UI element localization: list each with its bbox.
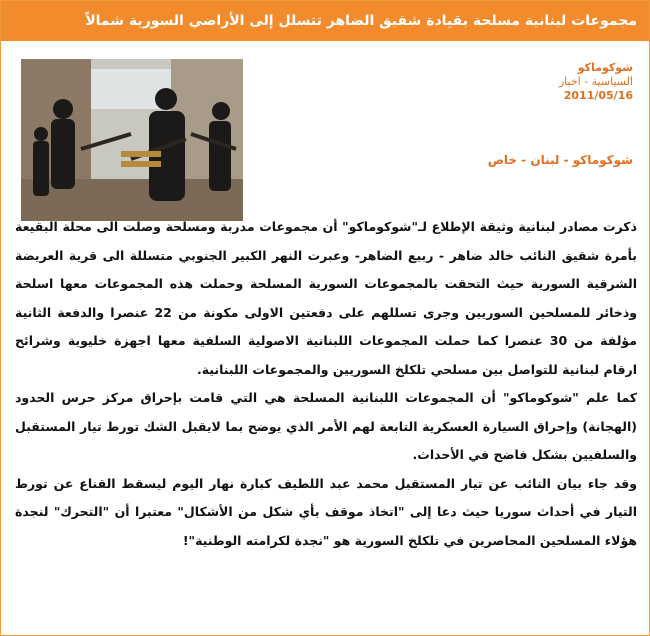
article-body <box>15 213 637 555</box>
publish-date: 2011/05/16 <box>563 89 633 102</box>
category-link[interactable]: السياسية - اخبار <box>558 75 633 88</box>
article-title: مجموعات لبنانية مسلحة بقيادة شقيق الضاهر تتسلل إلى الأراضي السورية شمالاً <box>1 1 649 41</box>
article-paragraph-3: وقد جاء بيان النائب عن تيار المستقبل محمد عبد اللطيف كبارة نهار اليوم ليسقط القناع عن تورط التيار في أحداث سوريا حيث دعا إلى "اتخاذ موقف بأي شكل من الأشكال" معتبرا أن "التحرك" لنجدة هؤلاء المسلحين المحاصرين في تلكلخ السورية هو "نجدة لكرامته الوطنية"! <box>15 475 637 548</box>
source-link[interactable]: شوكوماكو <box>577 61 633 74</box>
article-photo <box>21 59 243 221</box>
article-paragraph-2: كما علم "شوكوماكو" أن المجموعات اللبنانية المسلحة هي التي قامت بإحراق مركز حرس الحدود (الهجانة) وإحراق السيارة العسكرية التابعة لهم الأمر الذي يوضح بما لايقبل الشك تورط تيار المستقبل والسلفيين بشكل فاضح في الأحداث. <box>15 390 637 462</box>
article-tags: شوكوماكو - لبنان - خاص <box>487 153 633 167</box>
article-meta <box>559 61 633 103</box>
article-paragraph-1: ذكرت مصادر لبنانية وثيقة الإطلاع لـ"شوكوماكو" أن مجموعات مدربة ومسلحة وصلت الى محلة البقيعة بأمرة شقيق النائب خالد ضاهر - ربيع الضاهر- وعبرت النهر الكبير الجنوبي متسللة الى قرية العريضة الشرقية السورية حيث التحقت بالمجموعات السورية المسلحة وحملت هذه المجموعات معها اسلحة وذخائر للمسلحين السوريين وجرى تسللهم على دفعتين الاولى مكونة من 22 عنصرا والدفعة الثانية مؤلفة من 30 عنصرا كما حملت المجموعات اللبنانية الاصولية السلفية معها اجهزة خليوية وشرائح ارقام لبنانية للتواصل بين مسلحي تلكلخ السوريين والمجموعات اللبنانية. <box>15 219 637 377</box>
armed-men-image <box>21 59 243 221</box>
